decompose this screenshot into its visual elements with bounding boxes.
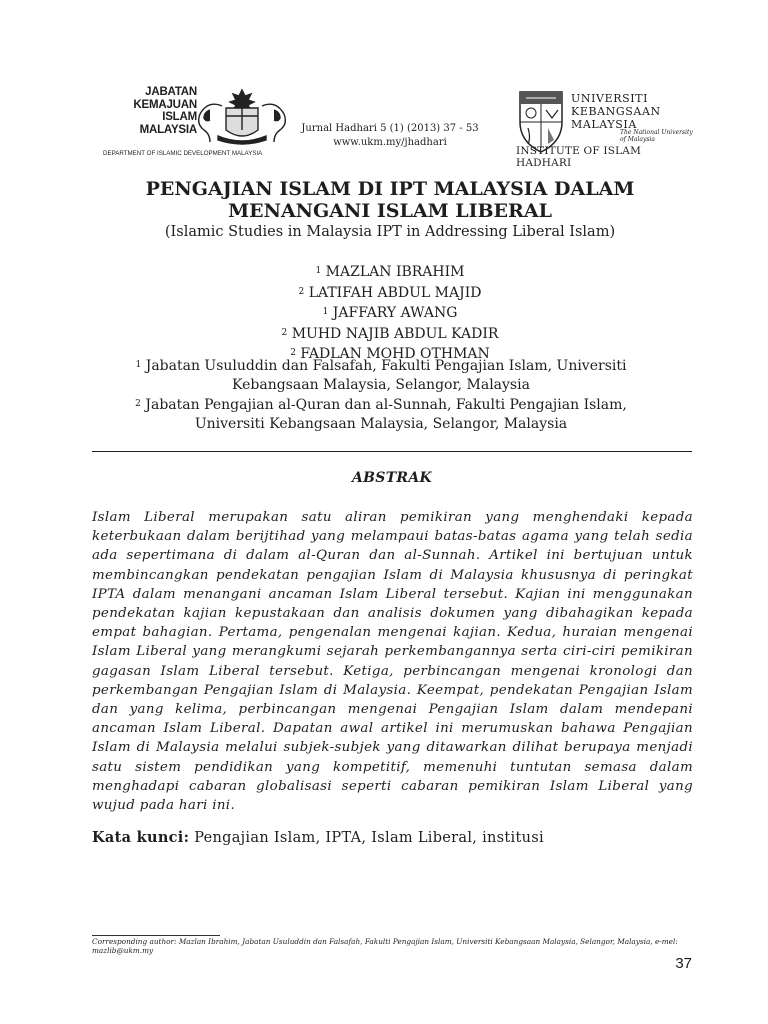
affiliation-sup: 2 bbox=[135, 399, 141, 409]
institute-name: INSTITUTE OF ISLAM HADHARI bbox=[516, 145, 642, 169]
author-name: LATIFAH ABDUL MAJID bbox=[308, 284, 482, 301]
corresponding-author-footnote: Corresponding author: Mazlan Ibrahim, Jabatan Usuluddin dan Falsafah, Fakulti Pengajian Islam, Universiti Kebangsaan Malaysia, Selangor, Malaysia, e-mel: mazlib@ukm.my bbox=[92, 937, 678, 955]
affiliation bbox=[94, 356, 668, 395]
journal-citation: Jurnal Hadhari 5 (1) (2013) 37 - 53 bbox=[301, 123, 479, 134]
author-name: MUHD NAJIB ABDUL KADIR bbox=[291, 325, 499, 342]
jakim-line: ISLAM bbox=[162, 111, 197, 123]
author-sup: 1 bbox=[322, 307, 329, 317]
author bbox=[80, 303, 700, 324]
author-list bbox=[80, 262, 700, 365]
page-number: 37 bbox=[675, 955, 692, 972]
jakim-line: JABATAN bbox=[145, 86, 197, 98]
abstract-text: Islam Liberal merupakan satu aliran pemikiran yang menghendaki kepada keterbukaan dalam berijtihad yang melampaui batas-batas agama yang telah sedia ada sepertimana di dalam al-Quran dan al-Sunnah. Artikel ini bertujuan untuk membincangkan pendekatan pengajian Islam di Malaysia khususnya di peringkat IPTA dalam menangani ancaman Islam Liberal tersebut. Kajian ini menggunakan pendekatan kajian kepustakaan dan analisis dokumen yang dibahagikan kepada empat bahagian. Pertama, pengenalan mengenai kajian. Kedua, huraian mengenai Islam Liberal yang merangkumi sejarah perkembangannya serta ciri-ciri pemikiran gagasan Islam Liberal tersebut. Ketiga, perbincangan mengenai kronologi dan perkembangan Pengajian Islam di Malaysia. Keempat, pendekatan Pengajian Islam dan yang kelima, perbincangan mengenai Pengajian Islam dalam mendepani ancaman Islam Liberal. Dapatan awal artikel ini merumuskan bahawa Pengajian Islam di Malaysia melalui subjek-subjek yang ditawarkan dilihat berupaya menjadi satu sistem pendidikan yang kompetitif, memenuhi tuntutan semasa dalam menghadapi cabaran globalisasi seperti cabaran pemikiran Islam Liberal yang wujud pada hari ini. bbox=[92, 510, 693, 814]
jakim-department: DEPARTMENT OF ISLAMIC DEVELOPMENT MALAYSIA bbox=[103, 150, 263, 157]
paper-title bbox=[80, 178, 700, 222]
author-sup: 2 bbox=[298, 286, 305, 297]
footnote-divider bbox=[92, 935, 220, 936]
author-sup: 1 bbox=[315, 266, 322, 276]
ukm-name bbox=[571, 92, 691, 131]
ukm-name-line: KEBANGSAAN bbox=[571, 105, 661, 118]
author-name: JAFFARY AWANG bbox=[332, 305, 458, 321]
affiliation-sup: 1 bbox=[135, 360, 142, 370]
abstract-heading: ABSTRAK bbox=[352, 470, 432, 486]
journal-header bbox=[300, 122, 480, 150]
author bbox=[80, 283, 700, 304]
header-divider bbox=[92, 451, 692, 452]
affiliation-line: Kebangsaan Malaysia, Selangor, Malaysia bbox=[232, 377, 530, 393]
keywords-text: Pengajian Islam, IPTA, Islam Liberal, institusi bbox=[194, 830, 544, 846]
ukm-subtitle: The National University of Malaysia bbox=[620, 129, 693, 143]
author bbox=[80, 262, 700, 283]
jakim-line: MALAYSIA bbox=[139, 123, 197, 136]
author-sup: 2 bbox=[290, 348, 296, 358]
title-line-1: PENGAJIAN ISLAM DI IPT MALAYSIA DALAM bbox=[145, 178, 635, 200]
title-line-2: MENANGANI ISLAM LIBERAL bbox=[228, 200, 552, 222]
author-sup: 2 bbox=[281, 327, 288, 338]
jakim-logo-text bbox=[117, 86, 197, 136]
affiliation-line: Universiti Kebangsaan Malaysia, Selangor, Malaysia bbox=[194, 416, 568, 432]
author-name: MAZLAN IBRAHIM bbox=[325, 264, 465, 280]
ukm-name-line: UNIVERSITI bbox=[571, 92, 649, 105]
ukm-name-line: MALAYSIA bbox=[571, 118, 637, 131]
jakim-line: KEMAJUAN bbox=[133, 98, 197, 111]
affiliation-list bbox=[94, 356, 668, 434]
author-name: FADLAN MOHD OTHMAN bbox=[300, 346, 490, 362]
malaysia-coat-of-arms-icon bbox=[192, 86, 292, 148]
journal-url: www.ukm.my/jhadhari bbox=[333, 137, 447, 148]
keywords bbox=[92, 829, 692, 846]
author bbox=[80, 324, 700, 345]
affiliation-line: Jabatan Usuluddin dan Falsafah, Fakulti Pengajian Islam, Universiti bbox=[145, 358, 627, 374]
affiliation-line: Jabatan Pengajian al-Quran dan al-Sunnah, Fakulti Pengajian Islam, bbox=[145, 397, 627, 413]
keywords-label: Kata kunci: bbox=[92, 829, 190, 846]
affiliation bbox=[94, 395, 668, 434]
paper-subtitle: (Islamic Studies in Malaysia IPT in Addressing Liberal Islam) bbox=[164, 224, 616, 240]
